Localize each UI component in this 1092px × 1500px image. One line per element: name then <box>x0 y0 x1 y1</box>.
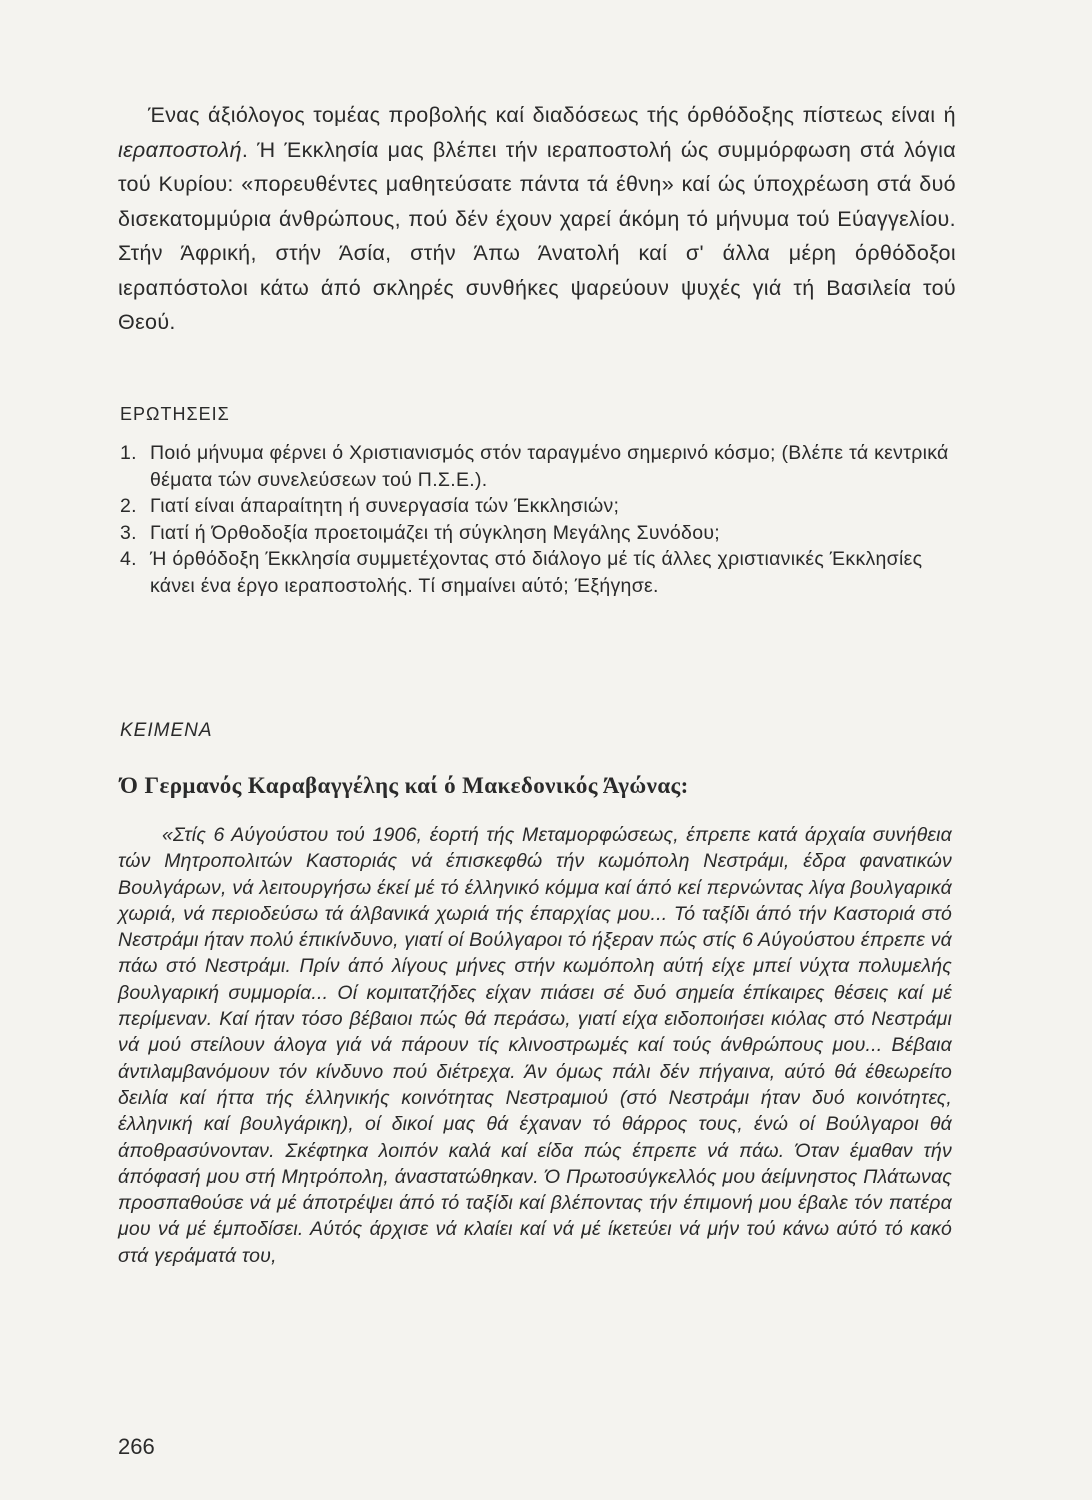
question-item-1 <box>120 440 956 493</box>
questions-list <box>120 440 956 600</box>
question-item-3 <box>120 520 956 547</box>
article-body: «Στίς 6 Αύγούστου τού 1906, έορτή τής Μεταμορφώσεως, έπρεπε κατά άρχαία συνήθεια τών Μητροπολιτών Καστοριάς νά έπισκεφθώ τήν κωμόπολη Νεστράμι, έδρα φανατικών Βουλγάρων, νά λειτουργήσω έκεί μέ τό έλληνικό κόμμα καί άπό κεί περνώντας λίγα βουλγαρικά χωριά, νά περιοδεύσω τά άλβανικά χωριά τής έπαρχίας μου... Τό ταξίδι άπό τήν Καστοριά στό Νεστράμι ήταν πολύ έπικίνδυνο, γιατί οί Βούλγαροι τό ήξεραν πώς στίς 6 Αύγούστου έπρεπε νά πάω στό Νεστράμι. Πρίν άπό λίγους μήνες στήν κωμόπολη αύτή είχε μπεί νύχτα πολυμελής βουλγαρική συμμορία... Οί κομιτατζήδες είχαν πιάσει σέ δυό σημεία έπίκαιρες θέσεις καί μέ περίμεναν. Καί ήταν τόσο βέβαιοι πώς θά περάσω, γιατί είχα ειδοποιήσει κιόλας στό Νεστράμι νά μού στείλουν άλογα γιά νά πάρουν τίς κλινοστρωμές καί τούς άνθρώπους μου... Βέβαια άντιλαμβανόμουν τόν κίνδυνο πού διέτρεχα. Άν όμως πάλι δέν πήγαινα, αύτό θά έθεωρείτο δειλία καί ήττα τής έλληνικής κοινότητας Νεστραμιού (στό Νεστράμι ήταν δυό κοινότητες, έλληνική καί βουλγάρικη), οί δικοί μας θά έχαναν τό θάρρος τους, ένώ οί Βούλγαροι θά άποθρασύνονταν. Σκέφτηκα λοιπόν καλά καί είδα πώς έπρεπε νά πάω. Όταν έμαθαν τήν άπόφασή μου στή Μητρόπολη, άναστατώθηκαν. Ό Πρωτοσύγκελλός μου άείμνηστος Πλάτωνας προσπαθούσε νά μέ άποτρέψει άπό τό ταξίδι καί βλέποντας τήν έπιμονή μου έβαλε τόν πατέρα μου νά μέ έμποδίσει. Αύτός άρχισε νά κλαίει καί νά μέ ίκετεύει νά μήν τού κάνω αύτό τό κακό στά γεράματά του, <box>118 824 952 1267</box>
intro-text-start: Ένας άξιόλογος τομέας προβολής καί διαδόσεως τής όρθόδοξης πίστεως είναι ή <box>148 103 956 127</box>
intro-text-end: . Ή Έκκλησία μας βλέπει τήν ιεραποστολή ώς συμμόρφωση στά λόγια τού Κυρίου: «πορευθέντες μαθητεύσατε πάντα τά έθνη» καί ώς ύποχρέωση στά δυό δισεκατομμύρια άνθρώπους, πού δέν έχουν χαρεί άκόμη τό μήνυμα τού Εύαγγελίου. Στήν Άφρική, στήν Άσία, στήν Άπω Άνατολή καί σ' άλλα μέρη όρθόδοξοι ιεραπόστολοι κάτω άπό σκληρές συνθήκες ψαρεύουν ψυχές γιά τή Βασιλεία τού Θεού. <box>118 137 956 334</box>
question-number: 1. <box>120 442 137 464</box>
question-text: Γιατί είναι άπαραίτητη ή συνεργασία τών Έκκλησιών; <box>150 495 620 518</box>
question-text: Γιατί ή Όρθοδοξία προετοιμάζει τή σύγκληση Μεγάλης Συνόδου; <box>150 521 721 544</box>
intro-italic-term: ιεραποστολή <box>118 137 242 162</box>
intro-paragraph <box>118 98 956 340</box>
question-text: Ποιό μήνυμα φέρνει ό Χριστιανισμός στόν ταραγμένο σημερινό κόσμο; (Βλέπε τά κεντρικά θέματα τών συνελεύσεων τού Π.Σ.Ε.). <box>150 442 949 491</box>
question-number: 4. <box>120 548 137 571</box>
texts-heading: ΚΕΙΜΕΝΑ <box>120 720 213 741</box>
question-item-4 <box>120 546 956 599</box>
question-number: 3. <box>120 521 137 544</box>
article-title: Ό Γερμανός Καραβαγγέλης καί ό Μακεδονικός Άγώνας: <box>120 773 689 798</box>
page-number: 266 <box>118 1434 155 1459</box>
questions-heading: ΕΡΩΤΗΣΕΙΣ <box>120 404 230 424</box>
question-text: Ή όρθόδοξη Έκκλησία συμμετέχοντας στό διάλογο μέ τίς άλλες χριστιανικές Έκκλησίες κάνει ένα έργο ιεραποστολής. Τί σημαίνει αύτό; Έξήγησε. <box>150 548 923 597</box>
question-item-2 <box>120 493 956 520</box>
question-number: 2. <box>120 495 137 518</box>
